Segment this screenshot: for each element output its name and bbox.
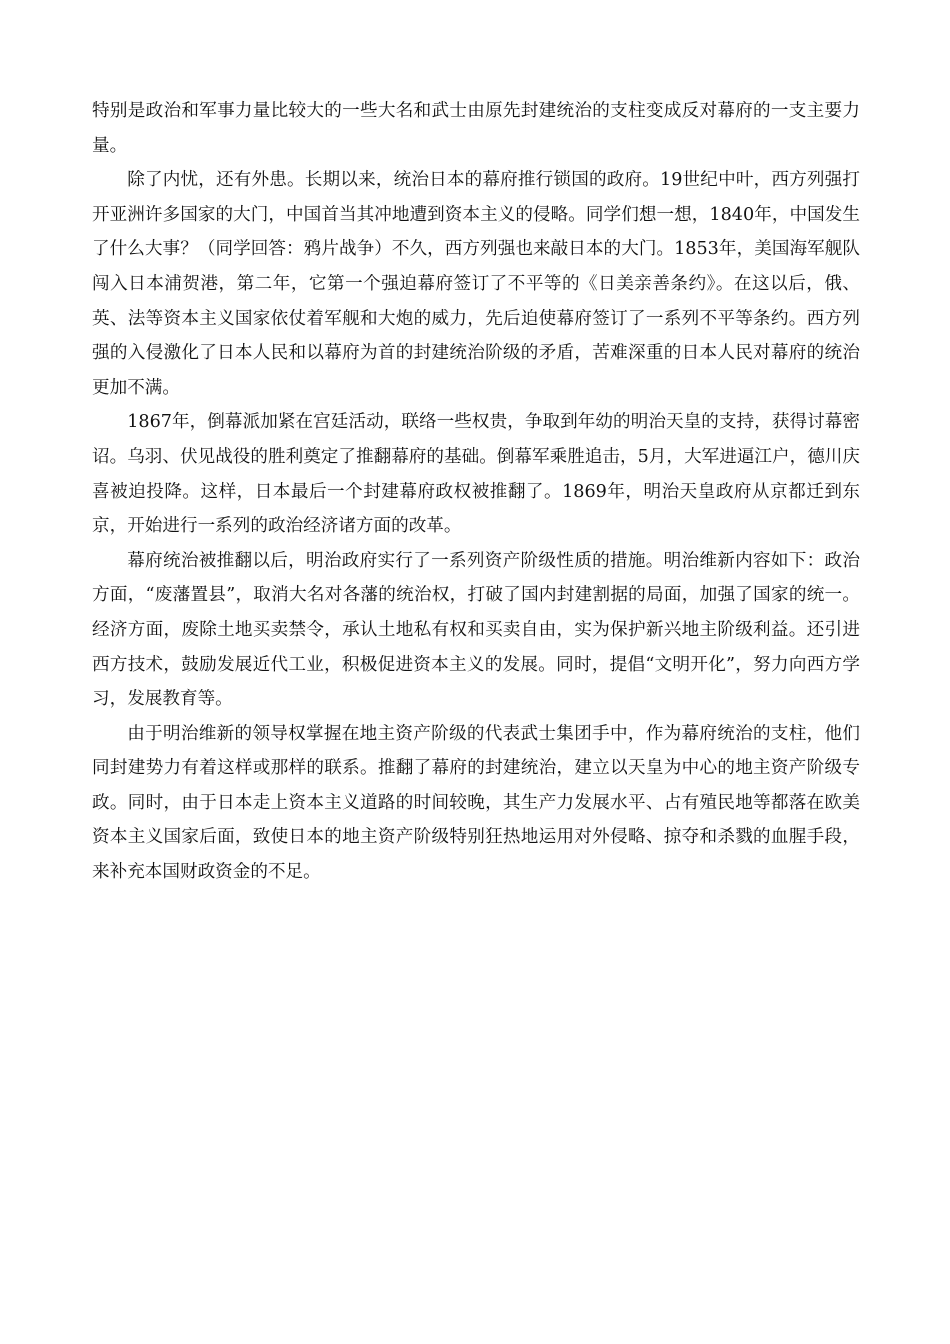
document-page — [92, 94, 860, 890]
paragraph-continuation: 特别是政治和军事力量比较大的一些大名和武士由原先封建统治的支柱变成反对幕府的一支主要力量。 — [92, 101, 860, 156]
paragraph-overthrow-shogunate: 1867年，倒幕派加紧在宫廷活动，联络一些权贵，争取到年幼的明治天皇的支持，获得讨幕密诏。乌羽、伏见战役的胜利奠定了推翻幕府的基础。倒幕军乘胜追击，5月，大军进逼江户，德川庆喜被迫投降。这样，日本最后一个封建幕府政权被推翻了。1869年，明治天皇政府从京都迁到东京，开始进行一系列的政治经济诸方面的改革。 — [92, 412, 860, 537]
paragraph-meiji-reforms: 幕府统治被推翻以后，明治政府实行了一系列资产阶级性质的措施。明治维新内容如下：政治方面，“废藩置县”，取消大名对各藩的统治权，打破了国内封建割据的局面，加强了国家的统一。经济方面，废除土地买卖禁令，承认土地私有权和买卖自由，实为保护新兴地主阶级利益。还引进西方技术，鼓励发展近代工业，积极促进资本主义的发展。同时，提倡“文明开化”，努力向西方学习，发展教育等。 — [92, 550, 860, 710]
paragraph-external-threats: 除了内忧，还有外患。长期以来，统治日本的幕府推行锁国的政府。19世纪中叶，西方列强打开亚洲许多国家的大门，中国首当其冲地遭到资本主义的侵略。同学们想一想，1840年，中国发生了什么大事？（同学回答：鸦片战争）不久，西方列强也来敲日本的大门。1853年，美国海军舰队闯入日本浦贺港，第二年，它第一个强迫幕府签订了不平等的《日美亲善条约》。在这以后，俄、英、法等资本主义国家依仗着军舰和大炮的威力，先后迫使幕府签订了一系列不平等条约。西方列强的入侵激化了日本人民和以幕府为首的封建统治阶级的矛盾，苦难深重的日本人民对幕府的统治更加不满。 — [92, 170, 860, 398]
paragraph-meiji-limitations: 由于明治维新的领导权掌握在地主资产阶级的代表武士集团手中，作为幕府统治的支柱，他们同封建势力有着这样或那样的联系。推翻了幕府的封建统治，建立以天皇为中心的地主资产阶级专政。同时，由于日本走上资本主义道路的时间较晚，其生产力发展水平、占有殖民地等都落在欧美资本主义国家后面，致使日本的地主资产阶级特别狂热地运用对外侵略、掠夺和杀戮的血腥手段，来补充本国财政资金的不足。 — [92, 723, 860, 883]
